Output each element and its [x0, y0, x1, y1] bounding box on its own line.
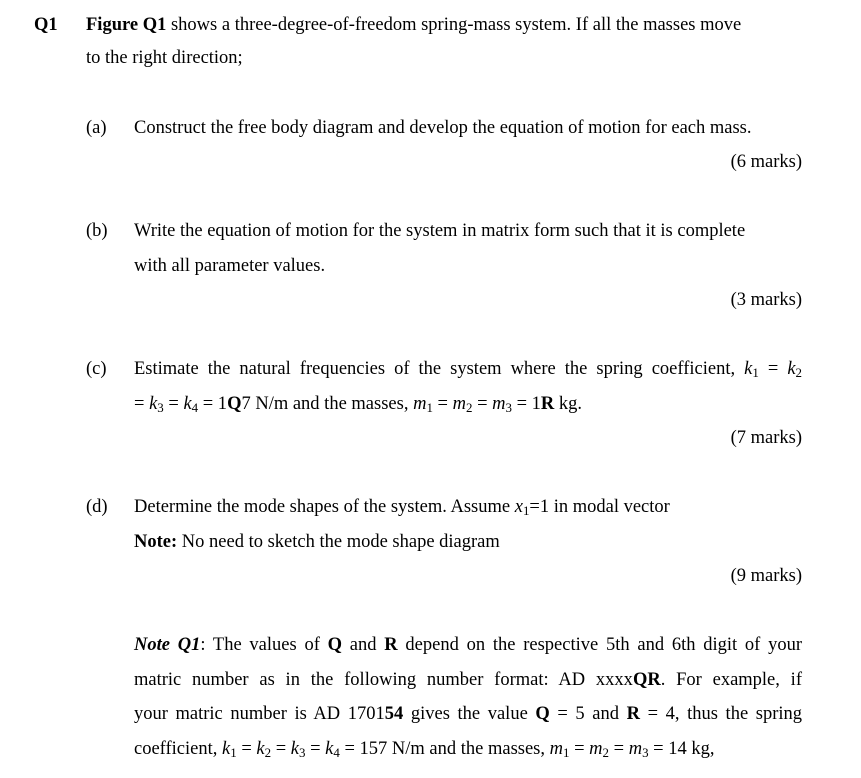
- question-intro-line2: to the right direction;: [86, 48, 243, 68]
- footnote-line3: your matric number is AD 170154 gives the value Q = 5 and R = 4, thus the spring: [134, 704, 803, 724]
- footnote-line2: matric number as in the following number format: AD xxxxQR. For example, if: [134, 670, 802, 690]
- part-b-line2: with all parameter values.: [134, 256, 326, 276]
- figure-reference: Figure Q1: [86, 15, 167, 35]
- part-a-text: Construct the free body diagram and develop the equation of motion for each mass.: [134, 118, 752, 138]
- part-b-line1: Write the equation of motion for the system in matrix form such that it is complete: [134, 221, 746, 241]
- footnote-line4: coefficient, $k_1 = k_2 = k_3 = k_4 = 157$ N/m and the masses, $m_1 = m_2 = m_3 = 14$ kg,: [134, 739, 715, 761]
- part-c-marks: (7 marks): [730, 428, 802, 448]
- question-intro-line1: Figure Q1 shows a three-degree-of-freedom spring-mass system. If all the masses move: [86, 15, 742, 35]
- part-d-marks: (9 marks): [730, 566, 802, 586]
- part-c-line2: = $k_3 = k_4 = 1Q7$ N/m and the masses, $m_1 = m_2 = m_3 = 1R$ kg.: [134, 394, 583, 416]
- footnote-line1: Note Q1: The values of Q and R depend on the respective 5th and 6th digit of your: [134, 635, 802, 655]
- part-d-note: Note: No need to sketch the mode shape diagram: [134, 532, 500, 552]
- part-a-label: (a): [86, 118, 107, 138]
- part-a-marks: (6 marks): [730, 152, 802, 172]
- part-b-label: (b): [86, 221, 108, 241]
- part-d-line1: Determine the mode shapes of the system. Assume $x_1=1$ in modal vector: [134, 497, 670, 519]
- question-number: Q1: [34, 15, 58, 35]
- part-b-marks: (3 marks): [730, 290, 802, 310]
- part-c-label: (c): [86, 359, 107, 379]
- part-d-label: (d): [86, 497, 108, 517]
- part-c-line1: Estimate the natural frequencies of the system where the spring coefficient, $k_1 = k_2$: [134, 359, 802, 381]
